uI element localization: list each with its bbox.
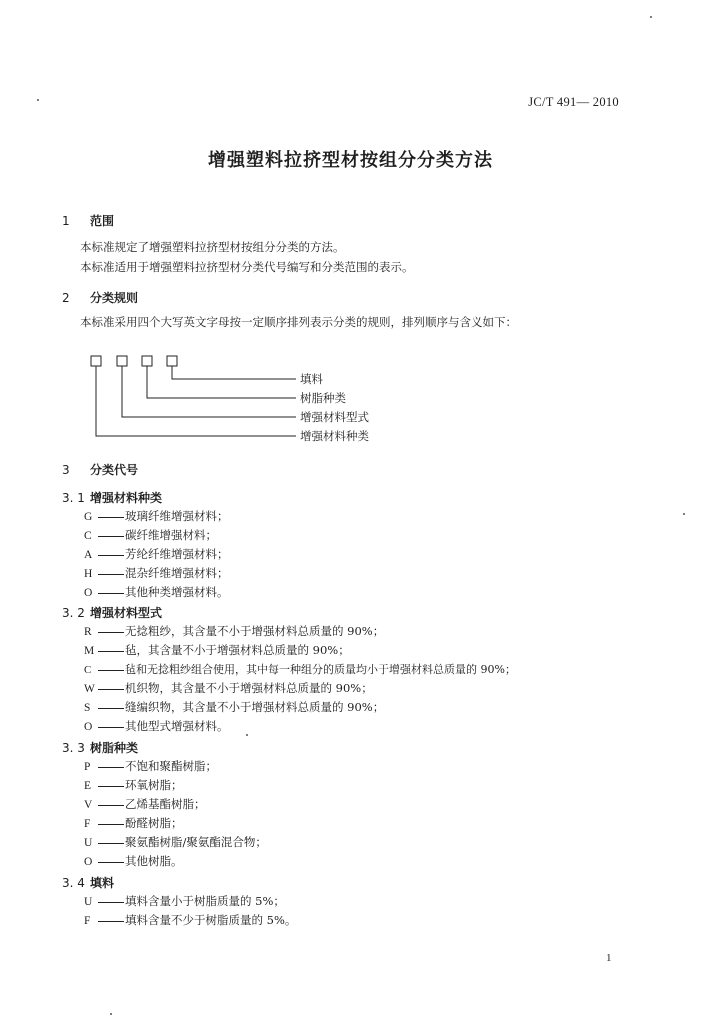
item-code: F bbox=[84, 915, 91, 927]
list-item bbox=[84, 853, 183, 869]
list-item bbox=[84, 777, 183, 793]
item-code: S bbox=[84, 702, 91, 714]
diagram-label-resin: 树脂种类 bbox=[300, 391, 346, 405]
item-text: 混杂纤维增强材料； bbox=[125, 566, 229, 580]
item-code: W bbox=[84, 683, 95, 695]
item-text: 毡和无捻粗纱组合使用，其中每一种组分的质量均小于增强材料总质量的 90%； bbox=[125, 663, 516, 676]
subsection-title: 增强材料种类 bbox=[90, 491, 163, 505]
leader-line-resin bbox=[147, 366, 296, 398]
list-item bbox=[84, 680, 373, 696]
item-text: 缝编织物，其含量不小于增强材料总质量的 90%； bbox=[125, 700, 385, 714]
item-code: V bbox=[84, 799, 93, 811]
item-code: O bbox=[84, 587, 93, 599]
item-text: 无捻粗纱，其含量不小于增强材料总质量的 90%； bbox=[125, 624, 385, 638]
item-code: M bbox=[84, 645, 95, 657]
section-3-heading bbox=[62, 461, 138, 478]
item-text: 不饱和聚酯树脂； bbox=[125, 759, 217, 773]
list-item bbox=[84, 815, 183, 831]
item-text: 环氧树脂； bbox=[125, 778, 183, 792]
em-dash bbox=[98, 786, 124, 787]
code-box-2 bbox=[117, 356, 127, 366]
list-item bbox=[84, 546, 229, 562]
item-code: H bbox=[84, 568, 93, 580]
subsection-number: 3. 2 bbox=[62, 606, 85, 620]
subsection-3-3-heading bbox=[62, 739, 138, 756]
em-dash bbox=[98, 824, 124, 825]
em-dash bbox=[98, 651, 124, 652]
list-item bbox=[84, 642, 350, 658]
item-code: F bbox=[84, 818, 91, 830]
list-item bbox=[84, 699, 384, 715]
list-item bbox=[84, 834, 267, 850]
em-dash bbox=[98, 843, 124, 844]
section-title: 分类代号 bbox=[90, 463, 139, 477]
diagram-label-reinforcement-type: 增强材料种类 bbox=[300, 429, 369, 443]
item-text: 芳纶纤维增强材料； bbox=[125, 547, 229, 561]
scan-speck bbox=[683, 513, 685, 515]
item-code: G bbox=[84, 511, 93, 523]
item-text: 聚氨酯树脂/聚氨酯混合物； bbox=[125, 835, 267, 849]
item-code: U bbox=[84, 837, 93, 849]
leader-line-filler bbox=[172, 366, 296, 379]
em-dash bbox=[98, 689, 124, 690]
item-text: 机织物，其含量不小于增强材料总质量的 90%； bbox=[125, 681, 373, 695]
list-item bbox=[84, 508, 229, 524]
item-text: 乙烯基酯树脂； bbox=[125, 797, 206, 811]
item-text: 其他树脂。 bbox=[125, 854, 183, 868]
section-1-paragraph: 本标准规定了增强塑料拉挤型材按组分分类的方法。 bbox=[80, 240, 345, 254]
section-number: 3 bbox=[62, 463, 70, 477]
em-dash bbox=[98, 862, 124, 863]
em-dash bbox=[98, 767, 124, 768]
list-item bbox=[84, 584, 229, 600]
subsection-number: 3. 3 bbox=[62, 741, 85, 755]
item-code: C bbox=[84, 664, 92, 676]
section-title: 范围 bbox=[90, 214, 115, 228]
subsection-title: 增强材料型式 bbox=[90, 606, 163, 620]
item-code: O bbox=[84, 856, 93, 868]
diagram-label-filler: 填料 bbox=[300, 372, 323, 386]
scan-speck bbox=[110, 1013, 112, 1015]
item-code: O bbox=[84, 721, 93, 733]
subsection-number: 3. 4 bbox=[62, 876, 85, 890]
item-text: 其他型式增强材料。 bbox=[125, 719, 229, 733]
item-text: 其他种类增强材料。 bbox=[125, 585, 229, 599]
list-item bbox=[84, 893, 285, 909]
list-item bbox=[84, 661, 516, 677]
code-box-4 bbox=[167, 356, 177, 366]
item-code: E bbox=[84, 780, 92, 792]
em-dash bbox=[98, 555, 124, 556]
subsection-title: 树脂种类 bbox=[90, 741, 139, 755]
scan-speck bbox=[37, 99, 39, 101]
em-dash bbox=[98, 670, 124, 671]
section-number: 1 bbox=[62, 214, 70, 228]
em-dash bbox=[98, 574, 124, 575]
leader-line-reinforcement-type bbox=[96, 366, 296, 436]
standard-code: JC/T 491— 2010 bbox=[528, 95, 619, 109]
em-dash bbox=[98, 632, 124, 633]
item-text: 填料含量不少于树脂质量的 5%。 bbox=[125, 913, 297, 927]
list-item bbox=[84, 912, 296, 928]
section-2-paragraph: 本标准采用四个大写英文字母按一定顺序排列表示分类的规则，排列顺序与含义如下： bbox=[80, 315, 517, 329]
list-item bbox=[84, 623, 384, 639]
list-item bbox=[84, 758, 217, 774]
item-text: 毡，其含量不小于增强材料总质量的 90%； bbox=[125, 643, 350, 657]
list-item bbox=[84, 718, 229, 734]
list-item bbox=[84, 527, 217, 543]
subsection-3-1-heading bbox=[62, 489, 162, 506]
scan-speck bbox=[246, 734, 248, 736]
section-1-paragraph: 本标准适用于增强塑料拉挤型材分类代号编写和分类范围的表示。 bbox=[80, 260, 414, 274]
page-number: 1 bbox=[606, 952, 612, 964]
em-dash bbox=[98, 902, 124, 903]
em-dash bbox=[98, 536, 124, 537]
em-dash bbox=[98, 805, 124, 806]
leader-line-reinforcement-form bbox=[122, 366, 296, 417]
em-dash bbox=[98, 727, 124, 728]
subsection-3-4-heading bbox=[62, 874, 114, 891]
code-box-1 bbox=[91, 356, 101, 366]
em-dash bbox=[98, 921, 124, 922]
item-text: 碳纤维增强材料； bbox=[125, 528, 217, 542]
code-box-3 bbox=[142, 356, 152, 366]
em-dash bbox=[98, 708, 124, 709]
em-dash bbox=[98, 593, 124, 594]
list-item bbox=[84, 565, 229, 581]
list-item bbox=[84, 796, 206, 812]
section-title: 分类规则 bbox=[90, 291, 139, 305]
item-code: R bbox=[84, 626, 92, 638]
subsection-3-2-heading bbox=[62, 604, 162, 621]
subsection-number: 3. 1 bbox=[62, 491, 85, 505]
diagram-label-reinforcement-form: 增强材料型式 bbox=[300, 410, 369, 424]
section-number: 2 bbox=[62, 291, 70, 305]
subsection-title: 填料 bbox=[90, 876, 115, 890]
item-code: P bbox=[84, 761, 91, 773]
item-text: 玻璃纤维增强材料； bbox=[125, 509, 229, 523]
item-code: U bbox=[84, 896, 93, 908]
em-dash bbox=[98, 517, 124, 518]
document-title: 增强塑料拉挤型材按组分分类方法 bbox=[208, 150, 493, 171]
item-text: 酚醛树脂； bbox=[125, 816, 183, 830]
item-code: A bbox=[84, 549, 93, 561]
scan-speck bbox=[650, 16, 652, 18]
item-code: C bbox=[84, 530, 92, 542]
item-text: 填料含量小于树脂质量的 5%； bbox=[125, 894, 285, 908]
